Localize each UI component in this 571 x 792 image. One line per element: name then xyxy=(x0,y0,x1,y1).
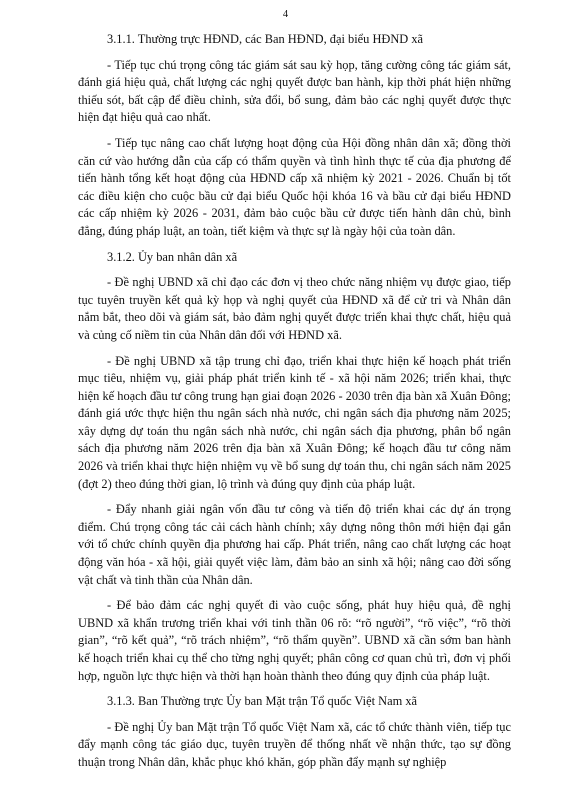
body-paragraph: - Tiếp tục chú trọng công tác giám sát sau kỳ họp, tăng cường công tác giám sát, đánh giá hiệu quả, chất lượng các nghị quyết được ban hành, kịp thời phát hiện những thiếu sót, bất cập để điều chỉnh, sửa đổi, bổ sung, đảm bảo các nghị quyết được thực hiện đạt hiệu quả cao nhất. xyxy=(78,57,511,125)
body-paragraph: - Đẩy nhanh giải ngân vốn đầu tư công và tiến độ triển khai các dự án trọng điểm. Chú trọng công tác cải cách hành chính; xây dựng nông thôn mới hiện đại gắn với tổ chức chính quyền địa phương hai cấp. Phát triển, nâng cao chất lượng các hoạt động văn hóa - xã hội, giải quyết việc làm, đảm bảo an sinh xã hội; nâng cao đời sống vật chất và tinh thần của Nhân dân. xyxy=(78,502,511,587)
section-heading: 3.1.3. Ban Thường trực Ủy ban Mặt trận Tổ quốc Việt Nam xã xyxy=(107,694,418,709)
document-body xyxy=(78,31,511,780)
body-paragraph: - Đề nghị UBND xã tập trung chỉ đạo, triển khai thực hiện kế hoạch phát triển mục tiêu, nhiệm vụ, giải pháp phát triển kinh tế - xã hội năm 2026; triển khai, thực hiện kế hoạch đầu tư công trung hạn giai đoạn 2026 - 2030 trên địa bàn xã Xuân Đông; đánh giá ước thực hiện thu ngân sách nhà nước, chi ngân sách địa phương năm 2025; xây dựng dự toán thu ngân sách nhà nước, chi ngân sách địa phương, phân bổ ngân sách địa phương năm 2026 trên địa bàn xã Xuân Đông; kế hoạch đầu tư công năm 2026 và triển khai thực hiện nhiệm vụ về bổ sung dự toán thu, chi ngân sách năm 2025 (đợt 2) theo đúng thời gian, lộ trình và đúng quy định của pháp luật. xyxy=(78,353,511,491)
body-paragraph: - Để bảo đảm các nghị quyết đi vào cuộc sống, phát huy hiệu quả, đề nghị UBND xã khẩn trương triển khai với tinh thần 06 rõ: “rõ người”, “rõ việc”, “rõ thời gian”, “rõ kết quả”, “rõ trách nhiệm”, “rõ thẩm quyền”. UBND xã cần sớm ban hành kế hoạch triển khai cụ thể cho từng nghị quyết; phân công cơ quan chủ trì, đơn vị phối hợp, nguồn lực thực hiện và thời hạn hoàn thành theo đúng quy định của pháp luật. xyxy=(78,598,511,683)
section-heading: 3.1.2. Ủy ban nhân dân xã xyxy=(107,249,238,264)
body-paragraph: - Đề nghị UBND xã chỉ đạo các đơn vị theo chức năng nhiệm vụ được giao, tiếp tục tuyên truyền kết quả kỳ họp và nghị quyết của HĐND xã để cử tri và Nhân dân nắm bắt, theo dõi và giám sát, bảo đảm nghị quyết được triển khai thực chất, hiệu quả và củng cố niềm tin của Nhân dân đối với HĐND xã. xyxy=(78,275,511,342)
body-paragraph: - Đề nghị Ủy ban Mặt trận Tổ quốc Việt Nam xã, các tổ chức thành viên, tiếp tục đẩy mạnh công tác giáo dục, tuyên truyền để thống nhất về nhận thức, tạo sự đồng thuận trong Nhân dân, khắc phục khó khăn, góp phần đẩy mạnh sự nghiệp xyxy=(78,719,511,769)
page-number: 4 xyxy=(282,9,289,20)
body-paragraph: - Tiếp tục nâng cao chất lượng hoạt động của Hội đồng nhân dân xã; đồng thời căn cứ vào hướng dẫn của cấp có thẩm quyền và tình hình thực tế của địa phương để tiến hành tổng kết hoạt động của HĐND cấp xã nhiệm kỳ 2021 - 2026. Chuẩn bị tốt các điều kiện cho cuộc bầu cử đại biểu Quốc hội khóa 16 và bầu cử đại biểu HĐND các cấp nhiệm kỳ 2026 - 2031, đảm bảo cuộc bầu cử được tiến hành dân chủ, bình đẳng, đúng pháp luật, an toàn, tiết kiệm và thực sự là ngày hội của toàn dân. xyxy=(78,135,511,238)
section-heading: 3.1.1. Thường trực HĐND, các Ban HĐND, đại biểu HĐND xã xyxy=(107,32,424,46)
